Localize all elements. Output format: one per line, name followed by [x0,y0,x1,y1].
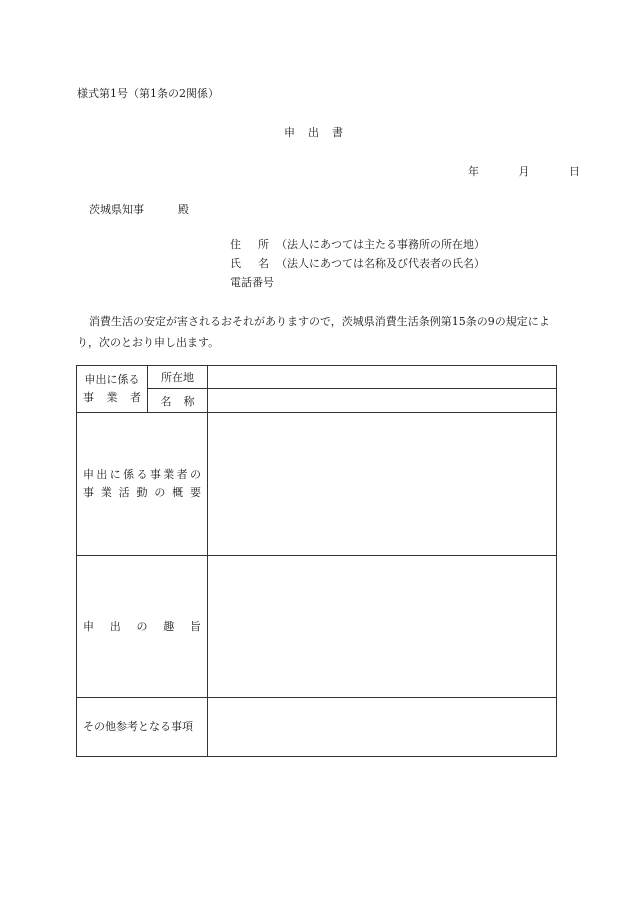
business-label-line1: 申出に係る [84,373,140,386]
other-label: その他参考となる事項 [83,720,193,733]
location-field[interactable] [208,366,557,389]
statement-text: 消費生活の安定が害されるおそれがありますので，茨城県消費生活条例第15条の9の規定により，次のとおり申し出ます。 [77,315,550,349]
overview-label-line1: 申 出 に 係 る 事 業 者 の [83,468,201,481]
applicant-phone-line [230,274,274,290]
overview-field[interactable] [208,413,557,556]
address-note: （法人にあつては主たる事務所の所在地） [276,238,485,251]
business-name-field[interactable] [208,389,557,413]
overview-label-line2: 事 業 活 動 の 概 要 [83,486,201,499]
other-field[interactable] [208,698,557,757]
table-row [77,556,557,698]
applicant-address-line [230,236,485,252]
date-day-label: 日 [569,165,580,178]
overview-label-cell [77,413,208,556]
business-label-line2: 事 業 者 [83,391,141,404]
name-note: （法人にあつては名称及び代表者の氏名） [276,257,485,270]
date-line [468,163,580,179]
date-year-label: 年 [468,165,479,178]
location-label: 所在地 [161,371,194,384]
purpose-label-cell [77,556,208,698]
addressee-name: 茨城県知事 [89,203,144,216]
purpose-label: 申 出 の 趣 旨 [83,619,201,633]
form-number: 様式第1号（第1条の2関係） [77,87,219,100]
addressee-honorific: 殿 [178,203,189,216]
name-label-cell: 名 称 [148,389,208,413]
applicant-name-line [230,255,485,271]
document-title: 申出書 [284,126,356,139]
table-row [77,366,557,389]
business-label-cell [77,366,148,413]
addressee [89,201,189,217]
location-label-cell [148,366,208,389]
table-row [77,698,557,757]
application-table [76,365,557,757]
date-month-label: 月 [518,165,530,178]
table-row [77,413,557,556]
purpose-field[interactable] [208,556,557,698]
phone-label: 電話番号 [230,276,274,289]
address-label-b: 所 [258,238,269,251]
name-label-a: 氏 [230,257,241,270]
name-label-b: 名 [258,257,269,270]
address-label-a: 住 [230,238,241,251]
other-label-cell [77,698,208,757]
table-row [77,389,557,413]
